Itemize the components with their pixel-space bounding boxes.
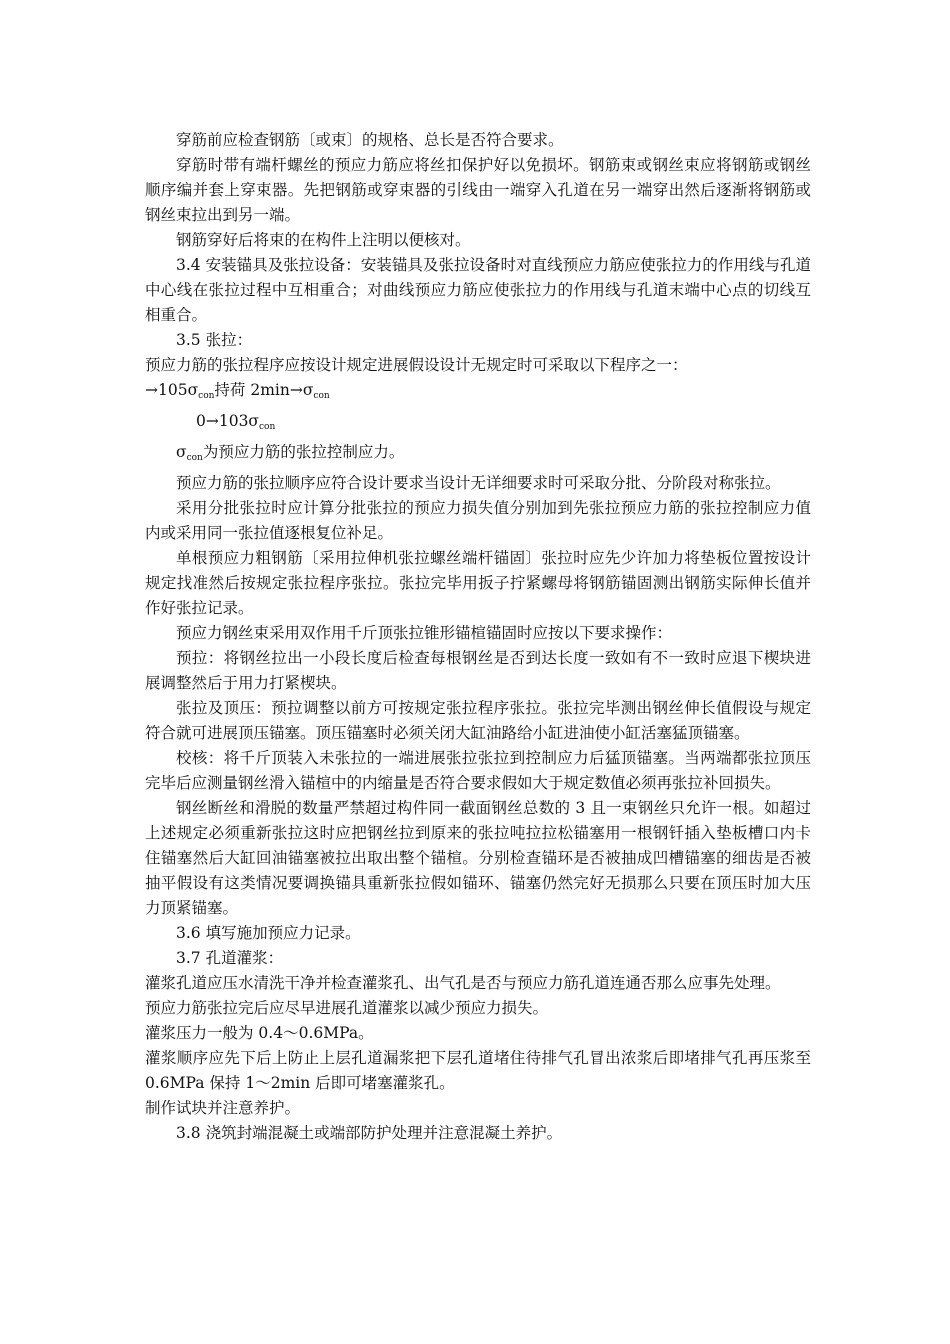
paragraph-tension-press: 张拉及顶压：预拉调整以前方可按规定张拉程序张拉。张拉完毕测出钢丝伸长值假设与规定符合就可进展顶压锚塞。顶压锚塞时必须关闭大缸油路给小缸进油使小缸活塞猛顶锚塞。 (145, 699, 811, 742)
formula-1-part-b: 持荷 2min→σ (214, 381, 314, 399)
paragraph-mark-bundle: 钢筋穿好后将束的在构件上注明以便核对。 (176, 231, 471, 249)
paragraph-verify: 校核：将千斤顶装入未张拉的一端进展张拉张拉到控制应力后猛顶锚塞。当两端都张拉顶压完毕后应测量钢丝滑入锚楦中的内缩量是否符合要求假如大于规定数值必须再张拉补回损失。 (145, 749, 811, 792)
heading-section-3-5: 3.5 张拉： (176, 331, 253, 349)
formula-3-part-b: 为预应力筋的张拉控制应力。 (202, 443, 405, 461)
paragraph-section-3-4: 3.4 安装锚具及张拉设备：安装锚具及张拉设备时对直线预应力筋应使张拉力的作用线与孔道中心线在张拉过程中互相重合；对曲线预应力筋应使张拉力的作用线与孔道末端中心点的切线互相重合。 (145, 256, 811, 324)
paragraph-threading: 穿筋时带有端杆螺丝的预应力筋应将丝扣保护好以免损坏。钢筋束或钢丝束应将钢筋或钢丝顺序编并套上穿束器。先把钢筋或穿束器的引线由一端穿入孔道在另一端穿出然后逐渐将钢筋或钢丝束拉出到另一端。 (145, 156, 811, 224)
paragraph-tension-order: 预应力筋的张拉顺序应符合设计要求当设计无详细要求时可采取分批、分阶段对称张拉。 (176, 474, 781, 492)
formula-procedure-1 (145, 378, 811, 409)
paragraph-test-block: 制作试块并注意养护。 (145, 1099, 301, 1117)
paragraph-single-bar: 单根预应力粗钢筋〔采用拉伸机张拉螺丝端杆锚固〕张拉时应先少许加力将垫板位置按设计规定找准然后按规定张拉程序张拉。张拉完毕用扳子拧紧螺母将钢筋锚固测出钢筋实际伸长值并作好张拉记录。 (145, 549, 811, 617)
formula-3-sub-1: con (186, 453, 203, 463)
paragraph-grout-early: 预应力筋张拉完后应尽早进展孔道灌浆以减少预应力损失。 (145, 999, 549, 1017)
paragraph-thread-check: 穿筋前应检查钢筋〔或束〕的规格、总长是否符合要求。 (176, 131, 564, 149)
paragraph-grout-order: 灌浆顺序应先下后上防止上层孔道漏浆把下层孔道堵住待排气孔冒出浓浆后即堵排气孔再压浆至 0.6MPa 保持 1～2min 后即可堵塞灌浆孔。 (145, 1049, 811, 1092)
paragraph-batch-tension: 采用分批张拉时应计算分批张拉的预应力损失值分别加到先张拉预应力筋的张拉控制应力值内或采用同一张拉值逐根复位补足。 (145, 499, 811, 542)
formula-2-sub-1: con (259, 422, 276, 432)
heading-section-3-8: 3.8 浇筑封端混凝土或端部防护处理并注意混凝土养护。 (176, 1124, 563, 1142)
paragraph-pre-tension: 预拉：将钢丝拉出一小段长度后检查每根钢丝是否到达长度一致如有不一致时应退下楔块进展调整然后于用力打紧楔块。 (145, 649, 811, 692)
formula-2-part-a: 0→103σ (196, 412, 260, 430)
formula-procedure-2 (145, 409, 811, 440)
heading-section-3-6: 3.6 填写施加预应力记录。 (176, 924, 361, 942)
paragraph-wire-break: 钢丝断丝和滑脱的数量严禁超过构件同一截面钢丝总数的 3 且一束钢丝只允许一根。如超过上述规定必须重新张拉这时应把钢丝拉到原来的张拉吨拉拉松锚塞用一根钢钎插入垫板槽口内卡住锚塞然后大缸回油锚塞被拉出取出整个锚楦。分别检查锚环是否被抽成凹槽锚塞的细齿是否被抽平假设有这类情况要调换锚具重新张拉假如锚环、锚塞仍然完好无损那么只要在顶压时加大压力顶紧锚塞。 (145, 799, 811, 917)
document-body (145, 128, 811, 1146)
formula-1-sub-1: con (198, 391, 215, 401)
paragraph-tension-procedure: 预应力筋的张拉程序应按设计规定进展假设设计无规定时可采取以下程序之一： (145, 356, 688, 374)
paragraph-wire-bundle: 预应力钢丝束采用双作用千斤顶张拉锥形锚楦锚固时应按以下要求操作： (176, 624, 673, 642)
formula-3-part-a: σ (176, 443, 187, 461)
formula-1-part-a: →105σ (145, 381, 199, 399)
formula-definition (145, 440, 811, 471)
paragraph-grout-pressure: 灌浆压力一般为 0.4～0.6MPa。 (145, 1024, 374, 1042)
paragraph-grout-clean: 灌浆孔道应压水清洗干净并检查灌浆孔、出气孔是否与预应力筋孔道连通否那么应事先处理。 (145, 974, 781, 992)
heading-section-3-7: 3.7 孔道灌浆： (176, 949, 284, 967)
formula-1-sub-2: con (313, 391, 330, 401)
